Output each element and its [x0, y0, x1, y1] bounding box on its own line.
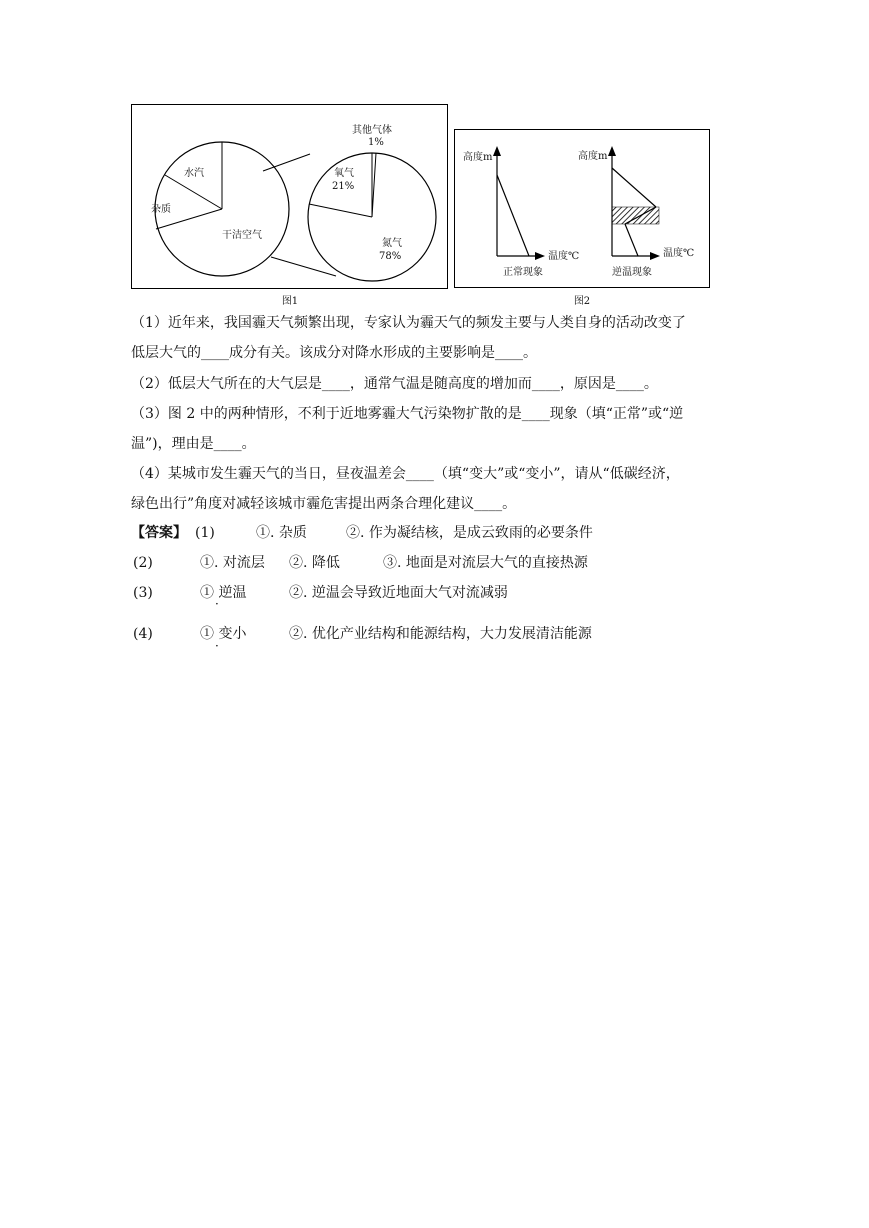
left-graph-y-label: 高度m: [463, 152, 493, 163]
left-graph-y-arrow: [493, 146, 501, 156]
right-pie-divider-b: [372, 153, 376, 217]
answer-2-item-3: ③. 地面是对流层大气的直接热源: [383, 555, 588, 571]
answer-4-emphasis-dot: ·: [215, 639, 219, 653]
label-water-vapor: 水汽: [184, 168, 204, 179]
answer-4-item-2: ②. 优化产业结构和能源结构，大力发展清洁能源: [289, 626, 592, 642]
connector-bottom: [271, 257, 336, 276]
answer-4-num: (4): [133, 626, 153, 642]
question-2: （2）低层大气所在的大气层是____，通常气温是随高度的增加而____，原因是____。: [131, 376, 658, 392]
right-graph-upper-line: [612, 168, 656, 207]
question-3-line-2: 温”)，理由是____。: [131, 436, 256, 452]
label-oxygen: 氧气: [334, 168, 354, 179]
answer-1-item-1: ①. 杂质: [256, 525, 307, 541]
figure-2: [454, 129, 710, 288]
answer-2-item-2: ②. 降低: [289, 555, 340, 571]
question-4-line-1: （4）某城市发生霾天气的当日，昼夜温差会____（填“变大”或“变小”，请从“低碳经济，: [131, 466, 680, 482]
right-graph-title: 逆温现象: [612, 267, 652, 278]
question-3-line-1: （3）图 2 中的两种情形，不利于近地雾霾大气污染物扩散的是____现象（填“正常”或“逆: [131, 406, 684, 422]
answer-2-num: (2): [133, 555, 153, 571]
right-graph-y-label: 高度m: [578, 151, 608, 162]
figure-1-pie-diagram: [132, 105, 446, 287]
question-1-line-1: （1）近年来，我国霾天气频繁出现，专家认为霾天气的频发主要与人类自身的活动改变了: [131, 315, 686, 331]
left-graph-temperature-line: [497, 175, 529, 256]
answer-4-item-1: ① 变小: [200, 626, 247, 642]
figure-2-caption: 图2: [573, 296, 591, 307]
answer-heading: 【答案】: [131, 525, 187, 541]
right-graph-lower-line: [625, 224, 638, 256]
figure-2-inversion-diagram: [455, 130, 708, 286]
left-pie-divider-upper: [165, 175, 222, 209]
label-impurities: 杂质: [151, 204, 171, 215]
right-graph-y-arrow: [608, 146, 616, 156]
figure-1-caption: 图1: [281, 296, 299, 307]
label-nitrogen: 氮气: [382, 238, 402, 249]
label-oxygen-pct: 21%: [332, 181, 355, 192]
left-graph-x-arrow: [535, 252, 545, 260]
answer-1-item-2: ②. 作为凝结核，是成云致雨的必要条件: [346, 525, 593, 541]
label-other-gas-pct: 1%: [368, 137, 384, 148]
answer-3-item-2: ②. 逆温会导致近地面大气对流减弱: [289, 585, 508, 601]
answer-2-item-1: ①. 对流层: [200, 555, 265, 571]
right-graph-x-label: 温度℃: [663, 248, 695, 259]
question-4-line-2: 绿色出行”角度对减轻该城市霾危害提出两条合理化建议____。: [131, 496, 517, 512]
question-1-line-2: 低层大气的____成分有关。该成分对降水形成的主要影响是____。: [131, 345, 537, 361]
answer-3-emphasis-dot: ·: [215, 597, 219, 611]
right-graph-x-arrow: [650, 252, 660, 260]
left-graph-x-label: 温度℃: [548, 251, 580, 262]
figure-1: [131, 104, 448, 289]
answer-3-item-1: ① 逆温: [200, 585, 247, 601]
label-nitrogen-pct: 78%: [379, 251, 402, 262]
label-dry-air: 干洁空气: [222, 230, 262, 241]
answer-3-num: (3): [133, 585, 153, 601]
label-other-gas: 其他气体: [352, 125, 392, 136]
answer-1-num: (1): [195, 525, 215, 541]
right-pie-divider-c: [309, 204, 372, 217]
left-graph-title: 正常现象: [503, 267, 543, 278]
